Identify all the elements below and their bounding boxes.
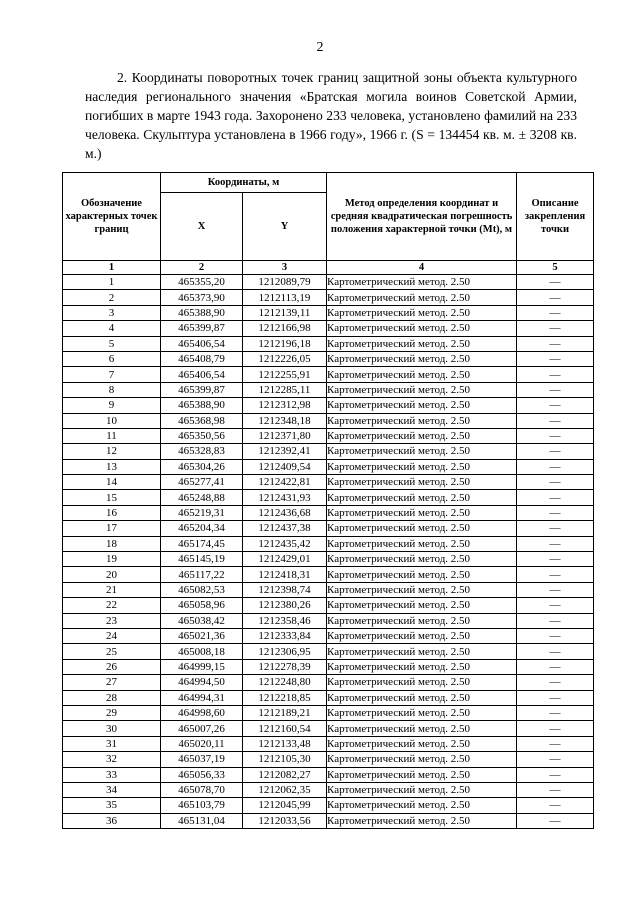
coordinate-x-cell: 465277,41	[161, 475, 243, 490]
coordinate-y-cell: 1212285,11	[243, 382, 327, 397]
method-cell: Картометрический метод. 2.50	[327, 275, 517, 290]
coordinate-x-cell: 465058,96	[161, 598, 243, 613]
description-cell: —	[517, 690, 594, 705]
point-number-cell: 1	[63, 275, 161, 290]
coordinate-x-cell: 465082,53	[161, 582, 243, 597]
method-cell: Картометрический метод. 2.50	[327, 582, 517, 597]
coordinate-y-cell: 1212429,01	[243, 552, 327, 567]
table-row	[63, 736, 594, 751]
coordinate-y-cell: 1212160,54	[243, 721, 327, 736]
description-cell: —	[517, 721, 594, 736]
column-number: 2	[161, 261, 243, 275]
point-number-cell: 34	[63, 782, 161, 797]
point-number-cell: 32	[63, 752, 161, 767]
coordinate-x-cell: 465021,36	[161, 628, 243, 643]
method-cell: Картометрический метод. 2.50	[327, 382, 517, 397]
coordinate-y-cell: 1212431,93	[243, 490, 327, 505]
boundary-points-table	[62, 172, 594, 829]
table-row	[63, 505, 594, 520]
coordinate-x-cell: 465399,87	[161, 382, 243, 397]
coordinate-x-cell: 464998,60	[161, 705, 243, 720]
method-cell: Картометрический метод. 2.50	[327, 798, 517, 813]
coordinate-x-cell: 465008,18	[161, 644, 243, 659]
description-cell: —	[517, 290, 594, 305]
method-cell: Картометрический метод. 2.50	[327, 675, 517, 690]
header-point-designation: Обозначение характерных точек границ	[63, 173, 161, 261]
description-cell: —	[517, 321, 594, 336]
coordinate-x-cell: 465304,26	[161, 459, 243, 474]
header-description: Описание закрепления точки	[517, 173, 594, 261]
column-number: 3	[243, 261, 327, 275]
table-row	[63, 490, 594, 505]
method-cell: Картометрический метод. 2.50	[327, 644, 517, 659]
coordinate-y-cell: 1212418,31	[243, 567, 327, 582]
description-cell: —	[517, 752, 594, 767]
coordinate-y-cell: 1212437,38	[243, 521, 327, 536]
table-row	[63, 444, 594, 459]
coordinate-x-cell: 465388,90	[161, 398, 243, 413]
coordinate-y-cell: 1212089,79	[243, 275, 327, 290]
point-number-cell: 18	[63, 536, 161, 551]
table-row	[63, 582, 594, 597]
table-header	[63, 173, 594, 275]
description-cell: —	[517, 813, 594, 828]
method-cell: Картометрический метод. 2.50	[327, 752, 517, 767]
point-number-cell: 30	[63, 721, 161, 736]
description-cell: —	[517, 336, 594, 351]
table-row	[63, 767, 594, 782]
coordinate-y-cell: 1212312,98	[243, 398, 327, 413]
method-cell: Картометрический метод. 2.50	[327, 351, 517, 366]
coordinate-x-cell: 465219,31	[161, 505, 243, 520]
coordinate-y-cell: 1212189,21	[243, 705, 327, 720]
method-cell: Картометрический метод. 2.50	[327, 736, 517, 751]
coordinate-x-cell: 465117,22	[161, 567, 243, 582]
point-number-cell: 17	[63, 521, 161, 536]
description-cell: —	[517, 305, 594, 320]
table-row	[63, 351, 594, 366]
coordinate-y-cell: 1212133,48	[243, 736, 327, 751]
coordinate-x-cell: 465145,19	[161, 552, 243, 567]
point-number-cell: 28	[63, 690, 161, 705]
method-cell: Картометрический метод. 2.50	[327, 813, 517, 828]
point-number-cell: 10	[63, 413, 161, 428]
coordinate-x-cell: 465174,45	[161, 536, 243, 551]
method-cell: Картометрический метод. 2.50	[327, 705, 517, 720]
point-number-cell: 22	[63, 598, 161, 613]
point-number-cell: 36	[63, 813, 161, 828]
coordinate-x-cell: 465408,79	[161, 351, 243, 366]
point-number-cell: 26	[63, 659, 161, 674]
coordinate-y-cell: 1212113,19	[243, 290, 327, 305]
coordinate-x-cell: 465406,54	[161, 336, 243, 351]
description-cell: —	[517, 582, 594, 597]
description-cell: —	[517, 675, 594, 690]
method-cell: Картометрический метод. 2.50	[327, 521, 517, 536]
table-row	[63, 475, 594, 490]
description-cell: —	[517, 398, 594, 413]
table-row	[63, 536, 594, 551]
description-cell: —	[517, 505, 594, 520]
coordinate-y-cell: 1212248,80	[243, 675, 327, 690]
method-cell: Картометрический метод. 2.50	[327, 690, 517, 705]
description-cell: —	[517, 521, 594, 536]
point-number-cell: 7	[63, 367, 161, 382]
method-cell: Картометрический метод. 2.50	[327, 444, 517, 459]
point-number-cell: 25	[63, 644, 161, 659]
table-row	[63, 690, 594, 705]
method-cell: Картометрический метод. 2.50	[327, 782, 517, 797]
method-cell: Картометрический метод. 2.50	[327, 505, 517, 520]
coordinate-y-cell: 1212218,85	[243, 690, 327, 705]
table-row	[63, 705, 594, 720]
coordinate-x-cell: 465355,20	[161, 275, 243, 290]
coordinate-y-cell: 1212166,98	[243, 321, 327, 336]
point-number-cell: 20	[63, 567, 161, 582]
coordinate-y-cell: 1212196,18	[243, 336, 327, 351]
method-cell: Картометрический метод. 2.50	[327, 321, 517, 336]
coordinate-y-cell: 1212045,99	[243, 798, 327, 813]
method-cell: Картометрический метод. 2.50	[327, 413, 517, 428]
point-number-cell: 3	[63, 305, 161, 320]
description-cell: —	[517, 659, 594, 674]
point-number-cell: 35	[63, 798, 161, 813]
coordinate-y-cell: 1212358,46	[243, 613, 327, 628]
coordinate-x-cell: 465399,87	[161, 321, 243, 336]
table-row	[63, 290, 594, 305]
coordinate-y-cell: 1212333,84	[243, 628, 327, 643]
coordinate-x-cell: 465373,90	[161, 290, 243, 305]
method-cell: Картометрический метод. 2.50	[327, 290, 517, 305]
table-row	[63, 275, 594, 290]
coordinate-y-cell: 1212398,74	[243, 582, 327, 597]
coordinate-x-cell: 465368,98	[161, 413, 243, 428]
description-cell: —	[517, 490, 594, 505]
point-number-cell: 21	[63, 582, 161, 597]
point-number-cell: 8	[63, 382, 161, 397]
coordinate-x-cell: 465037,19	[161, 752, 243, 767]
description-cell: —	[517, 567, 594, 582]
coordinate-y-cell: 1212371,80	[243, 428, 327, 443]
description-cell: —	[517, 767, 594, 782]
coordinate-x-cell: 465248,88	[161, 490, 243, 505]
table-row	[63, 644, 594, 659]
table-row	[63, 428, 594, 443]
method-cell: Картометрический метод. 2.50	[327, 490, 517, 505]
table-row	[63, 613, 594, 628]
point-number-cell: 2	[63, 290, 161, 305]
description-cell: —	[517, 351, 594, 366]
description-cell: —	[517, 382, 594, 397]
method-cell: Картометрический метод. 2.50	[327, 767, 517, 782]
method-cell: Картометрический метод. 2.50	[327, 459, 517, 474]
method-cell: Картометрический метод. 2.50	[327, 398, 517, 413]
description-cell: —	[517, 628, 594, 643]
method-cell: Картометрический метод. 2.50	[327, 598, 517, 613]
point-number-cell: 23	[63, 613, 161, 628]
table-row	[63, 721, 594, 736]
description-cell: —	[517, 413, 594, 428]
section-heading	[85, 68, 577, 163]
header-x: X	[161, 193, 243, 261]
point-number-cell: 15	[63, 490, 161, 505]
coordinate-y-cell: 1212436,68	[243, 505, 327, 520]
coordinate-x-cell: 465204,34	[161, 521, 243, 536]
point-number-cell: 33	[63, 767, 161, 782]
description-cell: —	[517, 428, 594, 443]
point-number-cell: 24	[63, 628, 161, 643]
table-row	[63, 782, 594, 797]
table-row	[63, 675, 594, 690]
coordinate-x-cell: 465328,83	[161, 444, 243, 459]
header-coordinates: Координаты, м	[161, 173, 327, 193]
point-number-cell: 9	[63, 398, 161, 413]
coordinate-x-cell: 465020,11	[161, 736, 243, 751]
method-cell: Картометрический метод. 2.50	[327, 475, 517, 490]
table-row	[63, 567, 594, 582]
coordinate-y-cell: 1212348,18	[243, 413, 327, 428]
table-row	[63, 305, 594, 320]
description-cell: —	[517, 475, 594, 490]
column-numbers-row	[63, 261, 594, 275]
coordinate-y-cell: 1212139,11	[243, 305, 327, 320]
description-cell: —	[517, 275, 594, 290]
coordinate-y-cell: 1212392,41	[243, 444, 327, 459]
table-row	[63, 552, 594, 567]
point-number-cell: 27	[63, 675, 161, 690]
column-number: 5	[517, 261, 594, 275]
table-row	[63, 628, 594, 643]
method-cell: Картометрический метод. 2.50	[327, 536, 517, 551]
table-row	[63, 398, 594, 413]
column-number: 1	[63, 261, 161, 275]
coordinate-x-cell: 465103,79	[161, 798, 243, 813]
table-row	[63, 752, 594, 767]
column-number: 4	[327, 261, 517, 275]
point-number-cell: 16	[63, 505, 161, 520]
point-number-cell: 19	[63, 552, 161, 567]
description-cell: —	[517, 613, 594, 628]
table-row	[63, 659, 594, 674]
method-cell: Картометрический метод. 2.50	[327, 552, 517, 567]
point-number-cell: 12	[63, 444, 161, 459]
method-cell: Картометрический метод. 2.50	[327, 613, 517, 628]
table-row	[63, 798, 594, 813]
table-row	[63, 521, 594, 536]
method-cell: Картометрический метод. 2.50	[327, 336, 517, 351]
description-cell: —	[517, 798, 594, 813]
point-number-cell: 31	[63, 736, 161, 751]
point-number-cell: 11	[63, 428, 161, 443]
method-cell: Картометрический метод. 2.50	[327, 305, 517, 320]
coordinate-y-cell: 1212226,05	[243, 351, 327, 366]
coordinate-x-cell: 465131,04	[161, 813, 243, 828]
coordinate-x-cell: 465406,54	[161, 367, 243, 382]
description-cell: —	[517, 367, 594, 382]
coordinate-y-cell: 1212435,42	[243, 536, 327, 551]
method-cell: Картометрический метод. 2.50	[327, 628, 517, 643]
point-number-cell: 4	[63, 321, 161, 336]
coordinate-y-cell: 1212255,91	[243, 367, 327, 382]
point-number-cell: 13	[63, 459, 161, 474]
coordinate-x-cell: 465007,26	[161, 721, 243, 736]
coordinate-y-cell: 1212278,39	[243, 659, 327, 674]
description-cell: —	[517, 444, 594, 459]
description-cell: —	[517, 536, 594, 551]
description-cell: —	[517, 598, 594, 613]
description-cell: —	[517, 782, 594, 797]
coordinate-y-cell: 1212380,26	[243, 598, 327, 613]
method-cell: Картометрический метод. 2.50	[327, 367, 517, 382]
table-body	[63, 275, 594, 829]
coordinate-y-cell: 1212082,27	[243, 767, 327, 782]
page-number: 2	[316, 40, 324, 55]
method-cell: Картометрический метод. 2.50	[327, 428, 517, 443]
coordinate-y-cell: 1212422,81	[243, 475, 327, 490]
coordinate-x-cell: 464994,31	[161, 690, 243, 705]
table-row	[63, 336, 594, 351]
coordinate-x-cell: 465350,56	[161, 428, 243, 443]
coordinate-y-cell: 1212105,30	[243, 752, 327, 767]
description-cell: —	[517, 705, 594, 720]
point-number-cell: 29	[63, 705, 161, 720]
coordinate-x-cell: 465078,70	[161, 782, 243, 797]
description-cell: —	[517, 644, 594, 659]
table-row	[63, 382, 594, 397]
table-row	[63, 459, 594, 474]
section-heading-text: 2. Координаты поворотных точек границ защитной зоны объекта культурного наследия регионального значения «Братская могила воинов Советской Армии, погибших в марте 1943 года. Захоронено 233 человека, установлено фамилий на 233 человека. Скульптура установлена в 1966 году», 1966 г. (S = 134454 кв. м. ± 3208 кв. м.)	[85, 70, 577, 161]
point-number-cell: 6	[63, 351, 161, 366]
header-method: Метод определения координат и средняя квадратическая погрешность положения характерной точки (Mt), м	[327, 173, 517, 261]
table-row	[63, 413, 594, 428]
table-row	[63, 598, 594, 613]
method-cell: Картометрический метод. 2.50	[327, 721, 517, 736]
coordinate-y-cell: 1212409,54	[243, 459, 327, 474]
coordinate-y-cell: 1212062,35	[243, 782, 327, 797]
point-number-cell: 5	[63, 336, 161, 351]
table-row	[63, 367, 594, 382]
coordinate-x-cell: 465038,42	[161, 613, 243, 628]
description-cell: —	[517, 459, 594, 474]
method-cell: Картометрический метод. 2.50	[327, 567, 517, 582]
coordinate-x-cell: 465388,90	[161, 305, 243, 320]
coordinate-y-cell: 1212033,56	[243, 813, 327, 828]
point-number-cell: 14	[63, 475, 161, 490]
coordinate-x-cell: 464994,50	[161, 675, 243, 690]
description-cell: —	[517, 552, 594, 567]
method-cell: Картометрический метод. 2.50	[327, 659, 517, 674]
table-row	[63, 321, 594, 336]
header-y: Y	[243, 193, 327, 261]
table-row	[63, 813, 594, 828]
description-cell: —	[517, 736, 594, 751]
coordinate-y-cell: 1212306,95	[243, 644, 327, 659]
coordinate-x-cell: 464999,15	[161, 659, 243, 674]
coordinate-x-cell: 465056,33	[161, 767, 243, 782]
